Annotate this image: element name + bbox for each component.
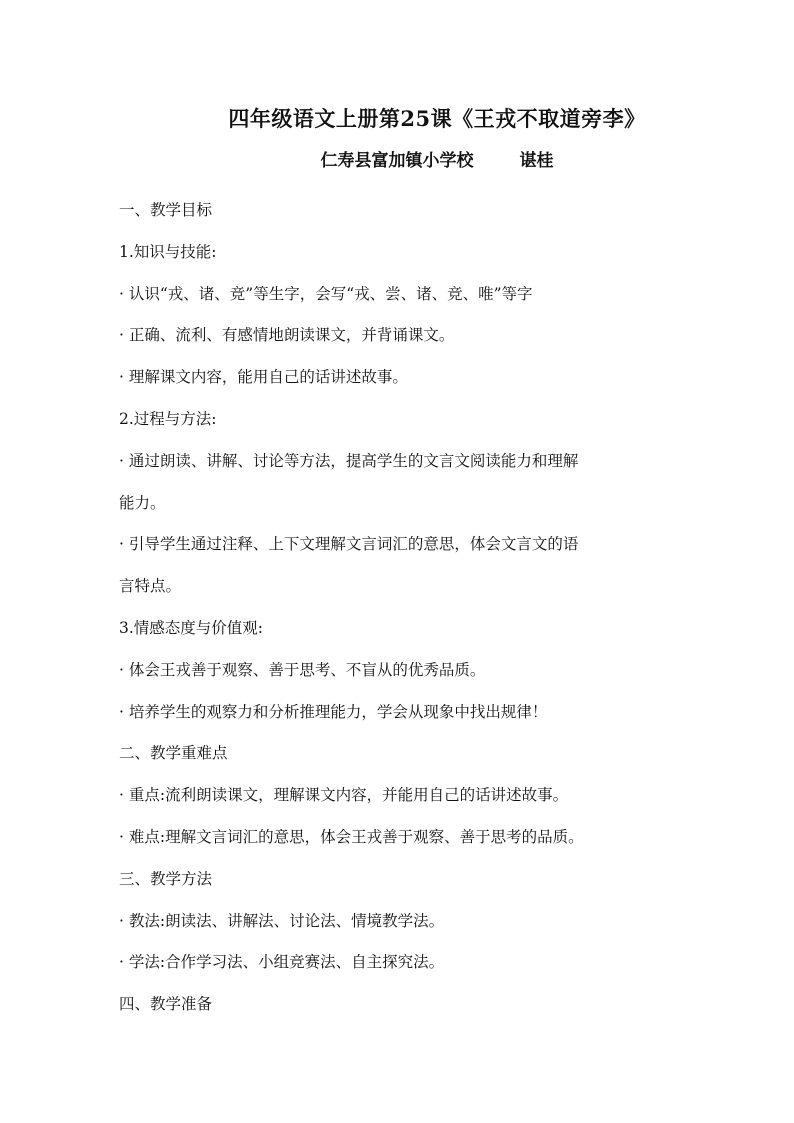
paragraph-line: · 学法:合作学习法、小组竞赛法、自主探究法。 xyxy=(119,953,445,972)
paragraph-line: · 正确、流利、有感情地朗读课文，并背诵课文。 xyxy=(119,326,455,345)
paragraph-line: · 引导学生通过注释、上下文理解文言词汇的意思，体会文言文的语 xyxy=(119,535,579,554)
paragraph-line: · 教法:朗读法、讲解法、讨论法、情境教学法。 xyxy=(119,911,445,930)
school-name: 仁寿县富加镇小学校 xyxy=(320,151,474,171)
document-title: 四年级语文上册第25课《王戎不取道旁李》 xyxy=(228,106,646,131)
paragraph-line: · 培养学生的观察力和分析推理能力，学会从现象中找出规律！ xyxy=(119,702,548,721)
section-heading: 3.情感态度与价值观: xyxy=(119,618,264,637)
section-heading: 二、教学重难点 xyxy=(119,744,228,763)
author-name: 谌桂 xyxy=(519,151,554,171)
section-heading: 1.知识与技能: xyxy=(119,242,217,261)
section-heading: 2.过程与方法: xyxy=(119,409,217,428)
document-body xyxy=(119,190,679,1026)
section-heading: 三、教学方法 xyxy=(119,869,213,888)
paragraph-line: · 理解课文内容，能用自己的话讲述故事。 xyxy=(119,368,408,387)
paragraph-line: · 难点:理解文言词汇的意思，体会王戎善于观察、善于思考的品质。 xyxy=(119,827,584,846)
paragraph-line: · 体会王戎善于观察、善于思考、不盲从的优秀品质。 xyxy=(119,660,486,679)
paragraph-line: 言特点。 xyxy=(119,577,182,596)
paragraph-line: · 重点:流利朗读课文，理解课文内容，并能用自己的话讲述故事。 xyxy=(119,786,569,805)
paragraph-line: 能力。 xyxy=(119,493,166,512)
document-subtitle xyxy=(0,146,794,171)
section-heading: 四、教学准备 xyxy=(119,995,213,1014)
paragraph-line: · 认识“戎、诸、竞”等生字，会写“戎、尝、诸、竞、唯”等字 xyxy=(119,284,533,303)
section-heading: 一、教学目标 xyxy=(119,201,213,219)
paragraph-line: · 通过朗读、讲解、讨论等方法，提高学生的文言文阅读能力和理解 xyxy=(119,451,579,470)
